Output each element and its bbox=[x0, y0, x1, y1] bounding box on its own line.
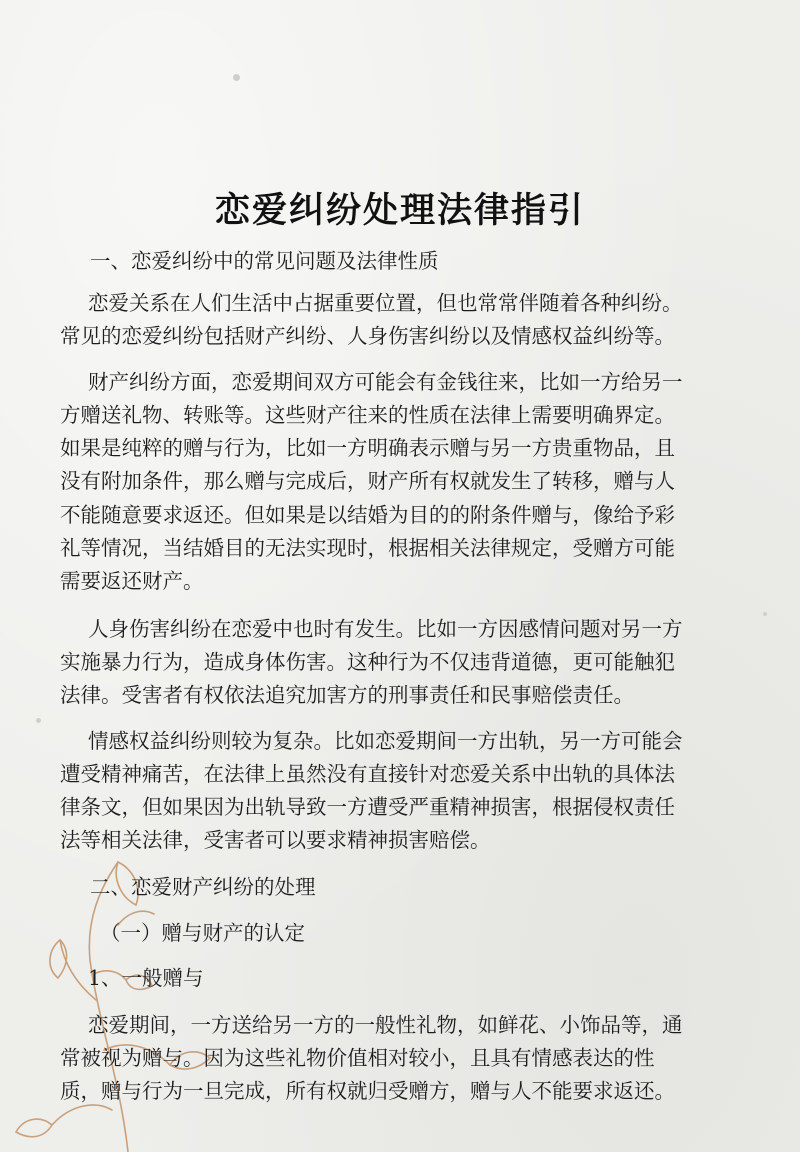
section-heading-1: 一、恋爱纠纷中的常见问题及法律性质 bbox=[90, 249, 439, 273]
paragraph-line: 礼等情况，当结婚目的无法实现时，根据相关法律规定，受赠方可能 bbox=[60, 536, 675, 560]
document-title: 恋爱纠纷处理法律指引 bbox=[214, 191, 585, 231]
section-heading-2: 二、恋爱财产纠纷的处理 bbox=[90, 875, 316, 899]
paragraph-line: 常被视为赠与。因为这些礼物价值相对较小，且具有情感表达的性 bbox=[60, 1046, 655, 1070]
paragraph-line: 法律。受害者有权依法追究加害方的刑事责任和民事赔偿责任。 bbox=[60, 683, 634, 707]
paragraph-line: 恋爱期间，一方送给另一方的一般性礼物，如鲜花、小饰品等，通 bbox=[88, 1013, 683, 1037]
paragraph-line: 法等相关法律，受害者可以要求精神损害赔偿。 bbox=[60, 828, 491, 852]
item-heading: 1、一般赠与 bbox=[88, 966, 204, 990]
paragraph-line: 律条文，但如果因为出轨导致一方遭受严重精神损害，根据侵权责任 bbox=[60, 795, 675, 819]
paragraph-line: 情感权益纠纷则较为复杂。比如恋爱期间一方出轨，另一方可能会 bbox=[88, 729, 683, 753]
paragraph-line: 恋爱关系在人们生活中占据重要位置，但也常常伴随着各种纠纷。 bbox=[88, 291, 683, 315]
subsection-heading: （一）赠与财产的认定 bbox=[100, 921, 305, 945]
paragraph-line: 方赠送礼物、转账等。这些财产往来的性质在法律上需要明确界定。 bbox=[60, 403, 675, 427]
paragraph-line: 人身伤害纠纷在恋爱中也时有发生。比如一方因感情问题对另一方 bbox=[88, 617, 683, 641]
paragraph-line: 财产纠纷方面，恋爱期间双方可能会有金钱往来，比如一方给另一 bbox=[88, 370, 683, 394]
paragraph-line: 实施暴力行为，造成身体伤害。这种行为不仅违背道德，更可能触犯 bbox=[60, 650, 675, 674]
paragraph-line: 质，赠与行为一旦完成，所有权就归受赠方，赠与人不能要求返还。 bbox=[60, 1079, 675, 1103]
paragraph-line: 如果是纯粹的赠与行为，比如一方明确表示赠与另一方贵重物品，且 bbox=[60, 436, 675, 460]
paragraph-line: 需要返还财产。 bbox=[60, 569, 204, 593]
paragraph-line: 遭受精神痛苦，在法律上虽然没有直接针对恋爱关系中出轨的具体法 bbox=[60, 762, 675, 786]
paragraph-line: 不能随意要求返还。但如果是以结婚为目的的附条件赠与，像给予彩 bbox=[60, 503, 675, 527]
paragraph-line: 没有附加条件，那么赠与完成后，财产所有权就发生了转移，赠与人 bbox=[60, 469, 675, 493]
paragraph-line: 常见的恋爱纠纷包括财产纠纷、人身伤害纠纷以及情感权益纠纷等。 bbox=[60, 324, 675, 348]
